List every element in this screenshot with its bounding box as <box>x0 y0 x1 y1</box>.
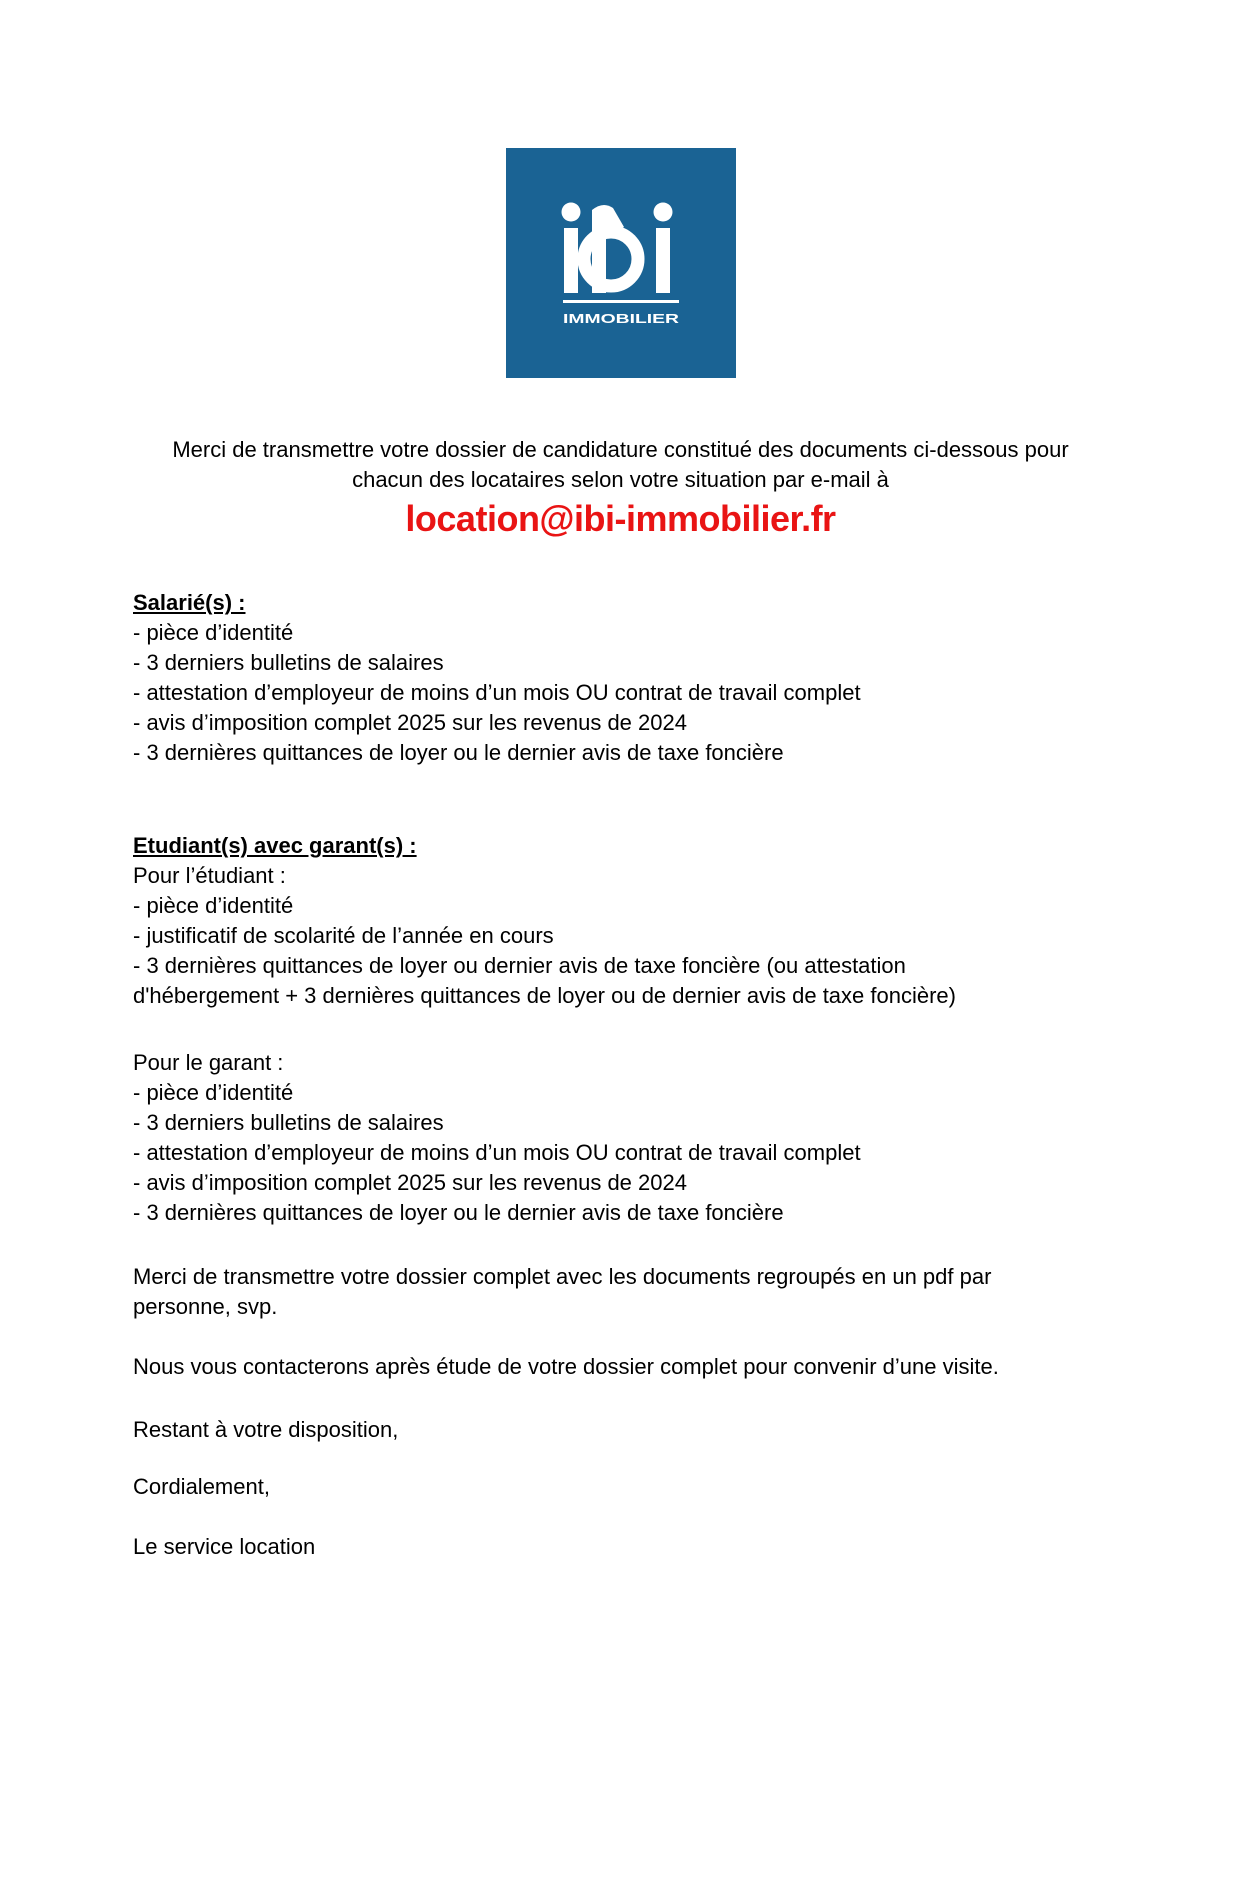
closing-signature: Le service location <box>133 1534 316 1559</box>
logo-divider-line <box>563 300 679 303</box>
logo-i-left-stem <box>564 228 578 293</box>
garant-item: - pièce d’identité <box>133 1080 294 1105</box>
logo-i-right-dot <box>653 203 672 222</box>
intro-paragraph <box>133 435 1108 495</box>
garant-item: - 3 derniers bulletins de salaires <box>133 1110 444 1135</box>
garant-sublabel: Pour le garant : <box>133 1050 284 1075</box>
student-item: - justificatif de scolarité de l’année en cours <box>133 923 554 948</box>
student-sublabel: Pour l’étudiant : <box>133 863 286 888</box>
logo-i-right-stem <box>656 228 670 293</box>
salaries-heading: Salarié(s) : <box>133 590 246 615</box>
intro-line-2: chacun des locataires selon votre situation par e-mail à <box>352 467 889 492</box>
student-item: d'hébergement + 3 dernières quittances de loyer ou de dernier avis de taxe foncière) <box>133 983 956 1008</box>
closing-regards: Cordialement, <box>133 1474 270 1499</box>
garant-item: - avis d’imposition complet 2025 sur les revenus de 2024 <box>133 1170 687 1195</box>
salaries-item: - 3 derniers bulletins de salaires <box>133 650 444 675</box>
ibi-logo <box>506 148 736 378</box>
document-page <box>0 148 1241 1903</box>
salaries-item: - pièce d’identité <box>133 620 294 645</box>
salaries-item: - attestation d’employeur de moins d’un mois OU contrat de travail complet <box>133 680 861 705</box>
ibi-logo-graphic <box>506 148 736 378</box>
email-address-link[interactable]: location@ibi-immobilier.fr <box>405 498 836 539</box>
closing-disposition: Restant à votre disposition, <box>133 1417 399 1442</box>
section-salaries <box>133 588 1108 768</box>
students-heading: Etudiant(s) avec garant(s) : <box>133 833 417 858</box>
document-body <box>0 435 1241 1562</box>
garant-block <box>133 1048 1108 1228</box>
salaries-item: - avis d’imposition complet 2025 sur les revenus de 2024 <box>133 710 687 735</box>
logo-i-left-dot <box>561 203 580 222</box>
logo-subtitle: IMMOBILIER <box>562 311 680 326</box>
closing-contact-note: Nous vous contacterons après étude de votre dossier complet pour convenir d’une visite. <box>133 1354 999 1379</box>
logo-background-square <box>506 148 736 378</box>
student-item: - pièce d’identité <box>133 893 294 918</box>
section-students <box>133 831 1108 1228</box>
intro-line-1: Merci de transmettre votre dossier de candidature constitué des documents ci-dessous pour <box>172 437 1069 462</box>
closing-pdf-note-line-1: Merci de transmettre votre dossier complet avec les documents regroupés en un pdf par <box>133 1264 992 1289</box>
garant-item: - 3 dernières quittances de loyer ou le dernier avis de taxe foncière <box>133 1200 784 1225</box>
closing-pdf-note-line-2: personne, svp. <box>133 1294 278 1319</box>
closing-pdf-note <box>133 1262 1108 1322</box>
garant-item: - attestation d’employeur de moins d’un mois OU contrat de travail complet <box>133 1140 861 1165</box>
salaries-item: - 3 dernières quittances de loyer ou le dernier avis de taxe foncière <box>133 740 784 765</box>
student-item: - 3 dernières quittances de loyer ou dernier avis de taxe foncière (ou attestation <box>133 953 906 978</box>
